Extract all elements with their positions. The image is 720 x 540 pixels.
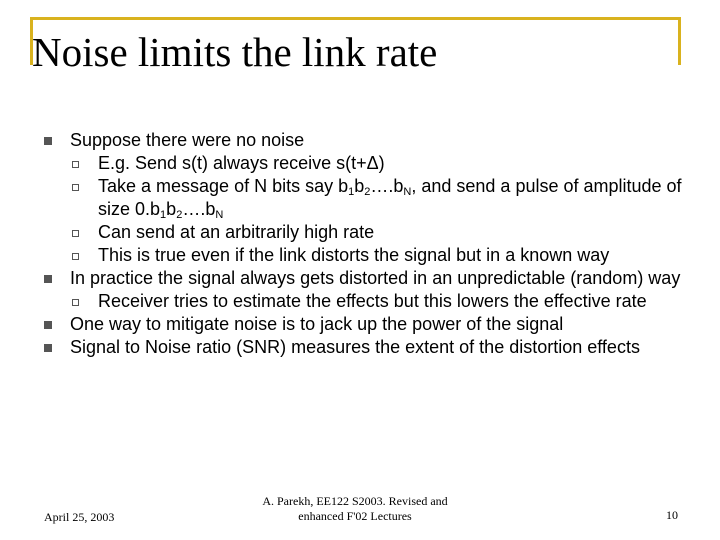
sub-bullet-text: Take a message of N bits say $b_1b_2\dots.b_N$, and send a pulse of amplitude of size $0.b_1b_2\dots.b_N$ <box>98 176 682 221</box>
sub-bullet-item <box>44 244 684 267</box>
bullet-item <box>44 336 684 359</box>
hollow-square-bullet-icon <box>72 161 79 168</box>
square-bullet-icon <box>44 275 52 283</box>
sub-bullet-item <box>44 152 684 175</box>
square-bullet-icon <box>44 344 52 352</box>
bullet-text: In practice the signal always gets distorted in an unpredictable (random) way <box>70 268 681 288</box>
title-frame-top-rule <box>30 17 681 20</box>
hollow-square-bullet-icon <box>72 299 79 306</box>
sub-bullet-text: Can send at an arbitrarily high rate <box>98 222 375 242</box>
sub-bullet-item <box>44 290 684 313</box>
hollow-square-bullet-icon <box>72 184 79 191</box>
bullet-item <box>44 313 684 336</box>
page-number: 10 <box>666 508 678 522</box>
bullet-text: One way to mitigate noise is to jack up the power of the signal <box>70 314 564 334</box>
title-frame-right-rule <box>678 17 681 65</box>
footer-credit: A. Parekh, EE122 S2003. Revised and enhanced F'02 Lectures <box>262 494 448 523</box>
bullet-text: Signal to Noise ratio (SNR) measures the extent of the distortion effects <box>70 337 640 357</box>
slide-body <box>44 129 684 359</box>
bullet-item <box>44 129 684 152</box>
sub-bullet-item <box>44 221 684 244</box>
square-bullet-icon <box>44 137 52 145</box>
footer-date: April 25, 2003 <box>44 510 115 524</box>
sub-bullet-text: This is true even if the link distorts the signal but in a known way <box>98 245 610 265</box>
bullet-item <box>44 267 684 290</box>
slide-title: Noise limits the link rate <box>32 29 438 75</box>
bullet-text: Suppose there were no noise <box>70 130 305 150</box>
hollow-square-bullet-icon <box>72 230 79 237</box>
sub-bullet-text: Receiver tries to estimate the effects but this lowers the effective rate <box>98 291 647 311</box>
sub-bullet-item <box>44 175 684 221</box>
hollow-square-bullet-icon <box>72 253 79 260</box>
square-bullet-icon <box>44 321 52 329</box>
sub-bullet-text: E.g. Send s(t) always receive s(t+Δ) <box>98 153 385 173</box>
